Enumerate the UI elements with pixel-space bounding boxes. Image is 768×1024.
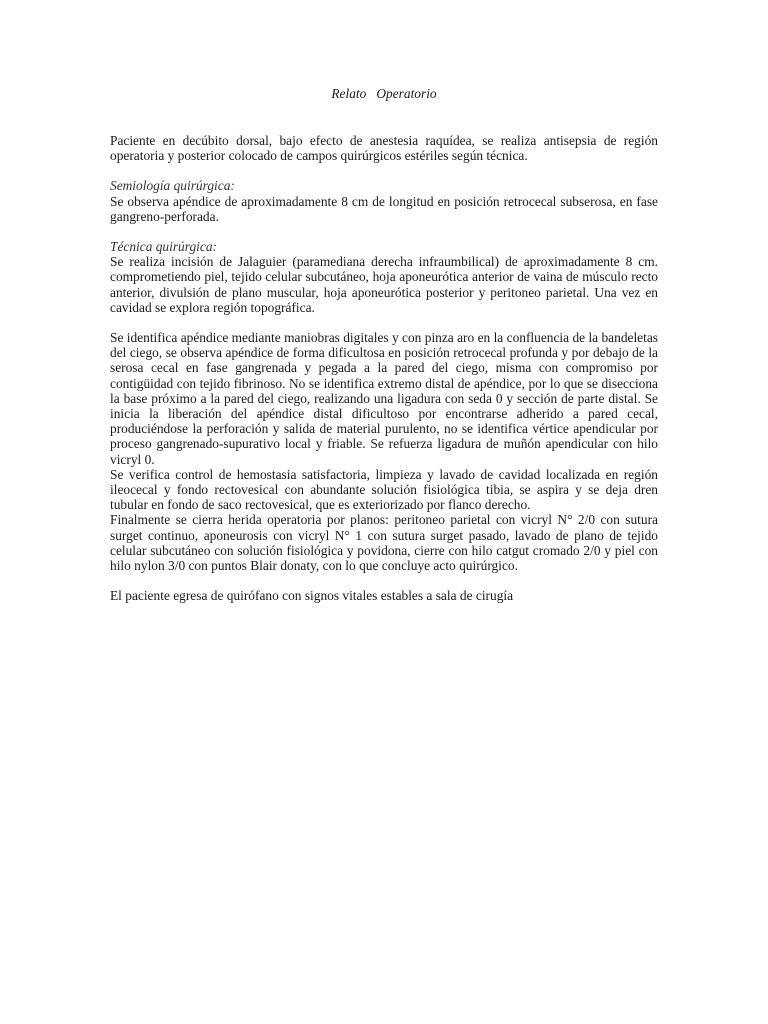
identifica-paragraph: Se identifica apéndice mediante maniobras digitales y con pinza aro en la confluencia de la bandeletas del ciego, se observa apéndice de forma dificultosa en posición retrocecal profunda y por debajo de la serosa cecal en fase gangrenada y pegada a la pared del ciego, misma con compromiso por contigüidad con tejido fibrinoso. No se identifica extremo distal de apéndice, por lo que se disecciona la base próximo a la pared del ciego, realizando una ligadura con seda 0 y sección de parte distal. Se inicia la liberación del apéndice distal dificultoso por encontrarse adherido a pared cecal, produciéndose la perforación y salida de material purulento, no se identifica vértice apendicular por proceso gangrenado-supurativo local y friable. Se refuerza ligadura de muñón apendicular con hilo vicryl 0. bbox=[110, 330, 658, 467]
spacer bbox=[110, 163, 658, 178]
semiologia-heading: Semiología quirúrgica: bbox=[110, 178, 235, 194]
spacer bbox=[110, 224, 658, 239]
hemostasia-paragraph: Se verifica control de hemostasia satisfactoria, limpieza y lavado de cavidad localizada en región ileocecal y fondo rectovesical con abundante solución fisiológica tibia, se aspira y se deja dren tubular en fondo de saco rectovesical, que es exteriorizado por flanco derecho. bbox=[110, 466, 658, 513]
cierre-paragraph: Finalmente se cierra herida operatoria por planos: peritoneo parietal con vicryl N° 2/0 con sutura surget continuo, aponeurosis con vicryl N° 1 con sutura surget pasado, lavado de plano de tejido celular subcutáneo con solución fisiológica y povidona, cierre con hilo catgut cromado 2/0 y piel con hilo nylon 3/0 con puntos Blair donaty, con lo que concluye acto quirúrgico. bbox=[110, 512, 658, 574]
final-paragraph: El paciente egresa de quirófano con signos vitales estables a sala de cirugía bbox=[110, 588, 514, 604]
spacer bbox=[110, 573, 658, 588]
document-body bbox=[110, 133, 658, 603]
tecnica-paragraph: Se realiza incisión de Jalaguier (paramediana derecha infraumbilical) de aproximadamente 8 cm. comprometiendo piel, tejido celular subcutáneo, hoja aponeurótica anterior de vaina de músculo recto anterior, divulsión de plano muscular, hoja aponeurótica posterior y peritoneo parietal. Una vez en cavidad se explora región topográfica. bbox=[110, 254, 658, 315]
document-title: Relato Operatorio bbox=[331, 86, 437, 101]
spacer bbox=[110, 315, 658, 330]
semiologia-paragraph: Se observa apéndice de aproximadamente 8 cm de longitud en posición retrocecal subserosa, en fase gangreno-perforada. bbox=[110, 193, 658, 224]
tecnica-heading: Técnica quirúrgica: bbox=[110, 239, 217, 255]
intro-paragraph: Paciente en decúbito dorsal, bajo efecto de anestesia raquídea, se realiza antisepsia de región operatoria y posterior colocado de campos quirúrgicos estériles según técnica. bbox=[110, 133, 658, 164]
